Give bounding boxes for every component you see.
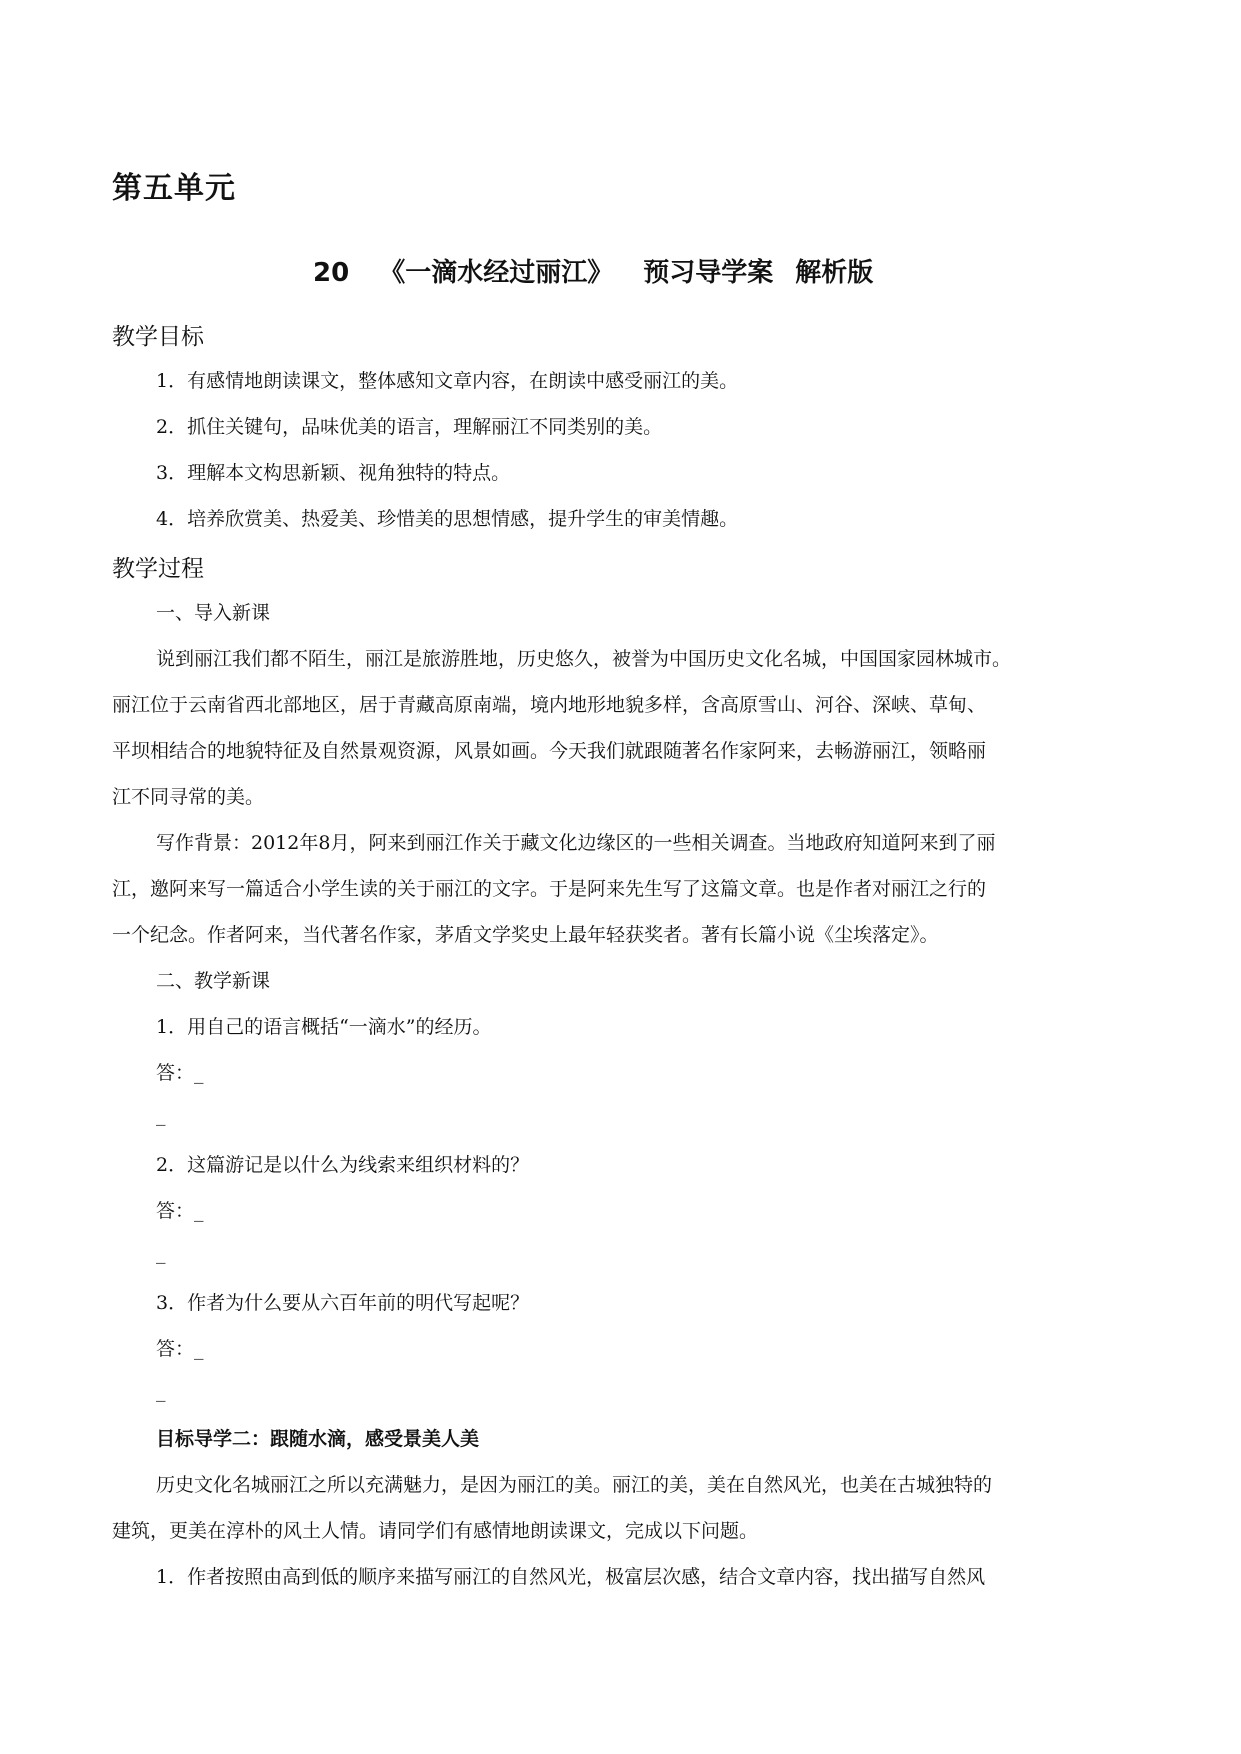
document-type: 预习导学案: [643, 258, 774, 288]
goal2-paragraph-line: 建筑，更美在淳朴的风土人情。请同学们有感情地朗读课文，完成以下问题。: [112, 1520, 759, 1542]
answer-blank: _: [156, 1104, 166, 1126]
unit-title: 第五单元: [112, 171, 236, 206]
part1-heading: 一、导入新课: [156, 602, 271, 624]
intro-paragraph-line: 说到丽江我们都不陌生，丽江是旅游胜地，历史悠久，被誉为中国历史文化名城，中国国家园林城市。: [156, 648, 1012, 670]
part2-heading: 二、教学新课: [156, 970, 271, 992]
document-version: 解析版: [795, 258, 874, 288]
answer-blank: _: [156, 1242, 166, 1264]
goal-item: 1．有感情地朗读课文，整体感知文章内容，在朗读中感受丽江的美。: [156, 370, 739, 392]
answer-blank: _: [156, 1380, 166, 1402]
intro-paragraph-line: 平坝相结合的地貌特征及自然景观资源，风景如画。今天我们就跟随著名作家阿来，去畅游丽江，领略丽: [112, 740, 987, 762]
intro-paragraph-line: 江不同寻常的美。: [112, 786, 265, 808]
background-paragraph-line: 江，邀阿来写一篇适合小学生读的关于丽江的文字。于是阿来先生写了这篇文章。也是作者对丽江之行的: [112, 878, 987, 900]
background-paragraph-line: 一个纪念。作者阿来，当代著名作家，茅盾文学奖史上最年轻获奖者。著有长篇小说《尘埃落定》。: [112, 924, 939, 946]
background-paragraph-line: 写作背景：2012年8月，阿来到丽江作关于藏文化边缘区的一些相关调查。当地政府知道阿来到了丽: [156, 832, 996, 854]
goal2-paragraph-line: 1．作者按照由高到低的顺序来描写丽江的自然风光，极富层次感，结合文章内容，找出描写自然风: [156, 1566, 986, 1588]
lesson-name: 《一滴水经过丽江》: [379, 258, 614, 288]
question-text: 1．用自己的语言概括“一滴水”的经历。: [156, 1016, 492, 1038]
goals-heading: 教学目标: [112, 324, 204, 350]
answer-line: 答：_: [156, 1200, 204, 1222]
goal2-paragraph-line: 历史文化名城丽江之所以充满魅力，是因为丽江的美。丽江的美，美在自然风光，也美在古城独特的: [156, 1474, 993, 1496]
question-text: 2．这篇游记是以什么为线索来组织材料的？: [156, 1154, 530, 1176]
lesson-number: 20: [313, 258, 350, 288]
answer-line: 答：_: [156, 1062, 204, 1084]
process-heading: 教学过程: [112, 556, 204, 582]
goal-item: 2．抓住关键句，品味优美的语言，理解丽江不同类别的美。: [156, 416, 663, 438]
question-text: 3．作者为什么要从六百年前的明代写起呢？: [156, 1292, 530, 1314]
answer-line: 答：_: [156, 1338, 204, 1360]
intro-paragraph-line: 丽江位于云南省西北部地区，居于青藏高原南端，境内地形地貌多样，含高原雪山、河谷、深峡、草甸、: [112, 694, 987, 716]
goal-item: 4．培养欣赏美、热爱美、珍惜美的思想情感，提升学生的审美情趣。: [156, 508, 739, 530]
document-title: [313, 252, 873, 289]
goal2-heading: 目标导学二：跟随水滴，感受景美人美: [156, 1428, 480, 1450]
goal-item: 3．理解本文构思新颖、视角独特的特点。: [156, 462, 511, 484]
